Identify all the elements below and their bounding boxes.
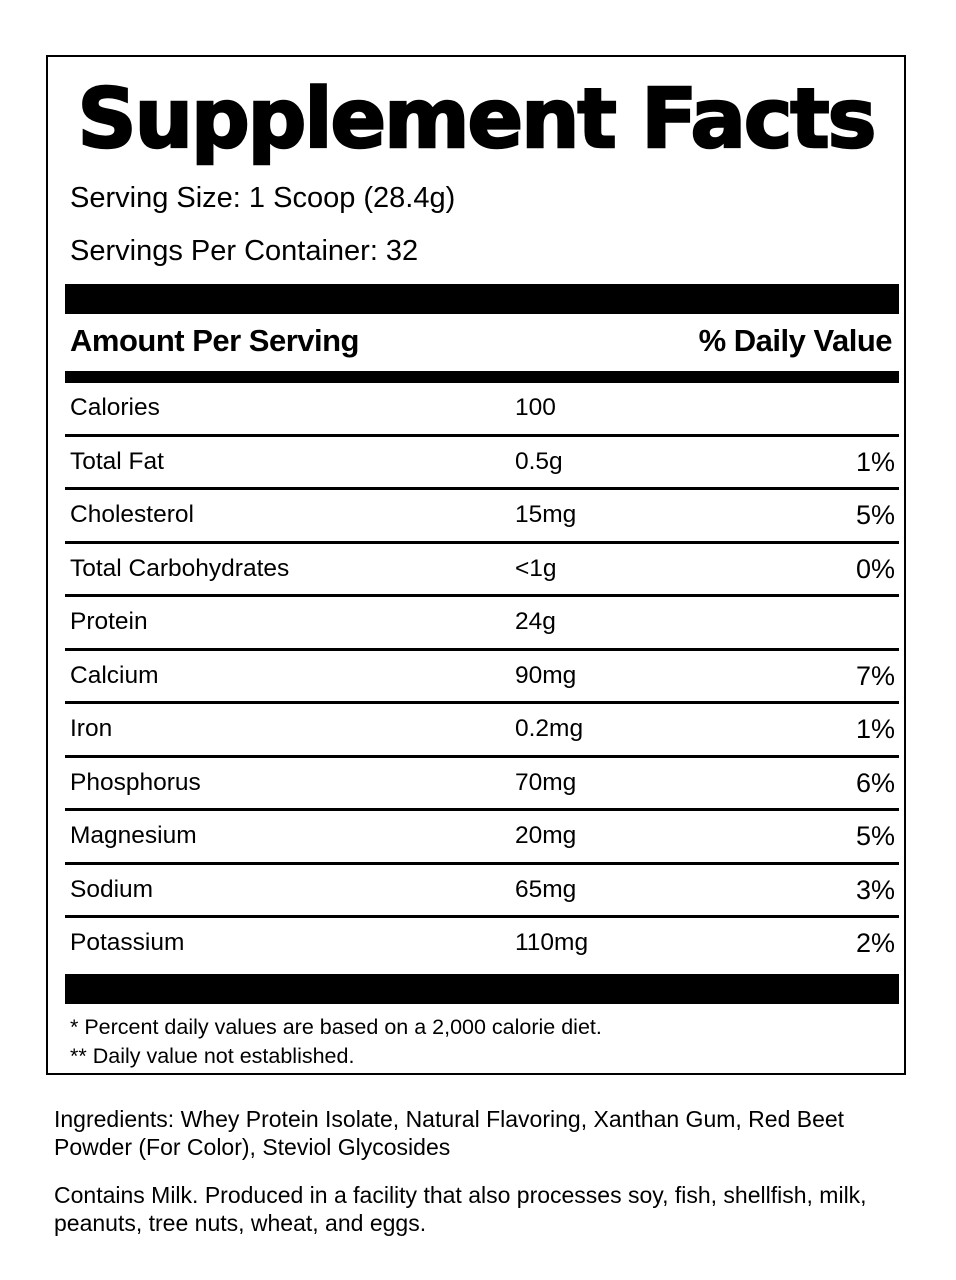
nutrient-name: Protein [70, 608, 148, 635]
nutrient-name: Total Fat [70, 447, 164, 475]
nutrient-row [65, 651, 899, 705]
thick-divider-top [65, 284, 899, 314]
nutrient-daily-value: 0% [855, 553, 895, 584]
nutrient-name: Cholesterol [70, 501, 194, 528]
nutrient-row [65, 704, 899, 758]
nutrient-row [65, 865, 899, 919]
ingredients-text: Ingredients: Whey Protein Isolate, Natural Flavoring, Xanthan Gum, Red Beet Powder (For Color), Steviol Glycosides [54, 1106, 845, 1160]
nutrient-name: Calcium [70, 661, 159, 689]
nutrient-row [65, 437, 899, 491]
allergen-statement: Contains Milk. Produced in a facility that also processes soy, fish, shellfish, milk, peanuts, tree nuts, wheat, and eggs. [54, 1182, 867, 1236]
nutrient-daily-value: 5% [855, 500, 895, 530]
daily-value-header: % Daily Value [698, 323, 892, 358]
nutrient-daily-value: 6% [855, 767, 895, 798]
label-title: Supplement Facts [77, 72, 875, 167]
nutrient-table [65, 383, 899, 972]
servings-per-container: Servings Per Container: 32 [70, 235, 419, 267]
nutrient-row [65, 811, 899, 865]
nutrient-amount: 100 [515, 394, 556, 421]
nutrient-daily-value: 3% [855, 874, 895, 905]
nutrient-amount: 65mg [515, 875, 577, 903]
nutrient-row [65, 597, 899, 651]
nutrient-name: Iron [70, 715, 113, 742]
thick-divider-bottom [65, 974, 899, 1004]
nutrient-amount: <1g [515, 554, 557, 582]
nutrient-amount: 0.5g [515, 447, 563, 475]
nutrient-row [65, 918, 899, 972]
nutrient-amount: 15mg [515, 501, 577, 528]
nutrient-name: Calories [70, 394, 160, 421]
nutrient-name: Total Carbohydrates [70, 554, 290, 582]
nutrient-amount: 110mg [515, 929, 589, 956]
footnote-daily-values: * Percent daily values are based on a 2,000 calorie diet. [70, 1015, 602, 1039]
nutrient-row [65, 544, 899, 598]
nutrient-amount: 0.2mg [515, 715, 584, 742]
nutrient-daily-value: 2% [855, 928, 895, 958]
amount-per-serving-header: Amount Per Serving [70, 323, 359, 358]
nutrient-amount: 20mg [515, 822, 577, 849]
nutrient-amount: 24g [515, 608, 556, 635]
serving-size: Serving Size: 1 Scoop (28.4g) [70, 182, 456, 214]
supplement-facts-panel [46, 55, 906, 1075]
nutrient-daily-value: 1% [855, 714, 895, 744]
footnote-not-established: ** Daily value not established. [70, 1044, 355, 1068]
nutrient-row [65, 758, 899, 812]
nutrient-name: Potassium [70, 929, 185, 956]
nutrient-row [65, 490, 899, 544]
nutrient-daily-value: 1% [855, 446, 895, 477]
nutrient-name: Magnesium [70, 822, 197, 849]
nutrient-daily-value: 7% [855, 660, 895, 691]
nutrient-name: Sodium [70, 875, 154, 903]
header-divider [65, 371, 899, 383]
nutrient-daily-value: 5% [855, 821, 895, 851]
nutrient-name: Phosphorus [70, 768, 201, 796]
nutrient-row [65, 383, 899, 437]
nutrient-amount: 90mg [515, 661, 577, 689]
nutrient-amount: 70mg [515, 768, 577, 796]
